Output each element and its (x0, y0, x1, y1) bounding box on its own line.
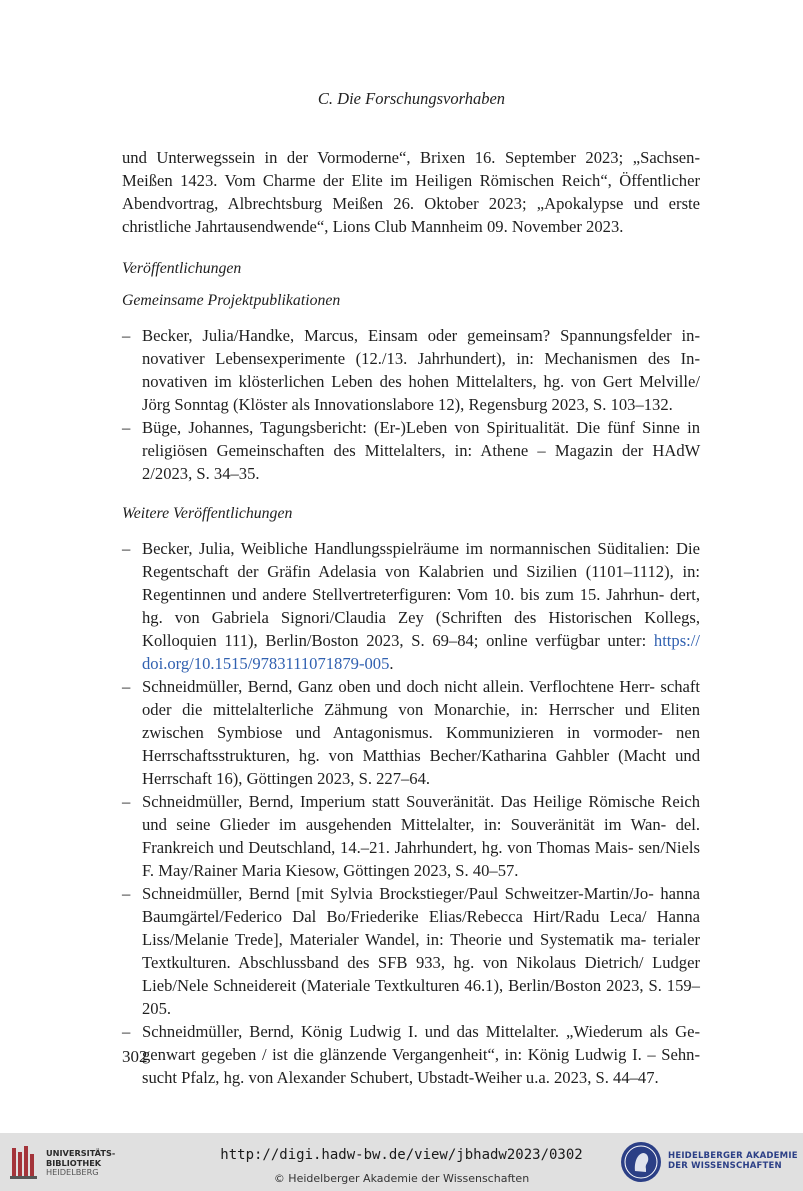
list-dash: – (122, 677, 131, 696)
section-heading-further: Weitere Veröffentlichungen (122, 505, 293, 522)
joint-publication-list (122, 324, 700, 485)
entry-line: schaft oder die mittelalterliche Zähmung von Monarchie, in: Herrscher und (142, 677, 700, 719)
entry-line: 2023, S. 159–205. (142, 976, 700, 1018)
list-item (122, 882, 700, 1020)
entry-line: Hanna Liss/Melanie Trede], Materialer Wandel, in: Theorie und Systematik ma- (142, 907, 700, 949)
entry-line: und Herrschaft 16), Göttingen 2023, S. 227–64. (142, 746, 700, 788)
entry-line: Schneidmüller, Bernd, Imperium statt Souveränität. Das Heilige Römische (142, 792, 655, 811)
entry-line: sucht Pfalz, hg. von Alexander Schubert, Ubstadt-Weiher u.a. 2023, S. 44–47. (142, 1068, 659, 1087)
viewer-footer (0, 1133, 803, 1191)
entry-line: novativer Lebensexperimente (12./13. Jahrhundert), in: Mechanismen des In- (142, 349, 700, 368)
entry-line: Ludger Lieb/Nele Schneidereit (Materiale Textkulturen 46.1), Berlin/Boston (142, 953, 700, 995)
academy-name-line: DER WISSENSCHAFTEN (668, 1161, 782, 1171)
list-item (122, 537, 700, 675)
list-dash: – (122, 884, 131, 903)
list-dash: – (122, 792, 131, 811)
page-body (122, 146, 700, 1089)
entry-line: nen Herrschaftsstrukturen, hg. von Matthias Becher/Katharina Gahbler (Macht (142, 723, 700, 765)
entry-line: novativen im klösterlichen Leben des hohen Mittelalters, hg. von Gert Melville/ (142, 372, 700, 391)
permalink-url[interactable]: http://digi.hadw-bw.de/view/jbhadw2023/0302 (220, 1147, 583, 1163)
entry-line: Büge, Johannes, Tagungsbericht: (Er-)Leben von Spiritualität. Die fünf Sinne (142, 418, 680, 437)
entry-line: Schneidmüller, Bernd [mit Sylvia Brockstieger/Paul Schweitzer-Martin/Jo- (142, 884, 654, 903)
list-item (122, 324, 700, 416)
entry-line: Die Regentschaft der Gräfin Adelasia von Kalabrien und Sizilien (1101–1112), (142, 539, 700, 581)
list-item (122, 675, 700, 790)
entry-line: Schneidmüller, Bernd, König Ludwig I. und das Mittelalter. „Wiederum als Ge- (142, 1022, 700, 1041)
intro-line: christliche Jahrtausendwende“, Lions Club Mannheim 09. November 2023. (122, 217, 624, 236)
intro-line: Abendvortrag, Albrechtsburg Meißen 26. Oktober 2023; „Apokalypse und erste (122, 194, 700, 213)
doi-link-part[interactable]: doi.org/10.1515/9783111071879-005 (142, 654, 390, 673)
list-item (122, 416, 700, 485)
entry-line: Eliten zwischen Symbiose und Antagonismus. Kommunizieren in vormoder- (142, 700, 700, 742)
entry-line: genwart gegeben / ist die glänzende Vergangenheit“, in: König Ludwig I. – Sehn- (142, 1045, 700, 1064)
entry-line: hanna Baumgärtel/Federico Dal Bo/Friederike Elias/Rebecca Hirt/Radu Leca/ (142, 884, 700, 926)
entry-line: Kolloquien 111), Berlin/Boston 2023, S. 69–84; online verfügbar unter: (142, 631, 654, 650)
list-item (122, 790, 700, 882)
list-dash: – (122, 418, 131, 437)
section-heading-joint: Gemeinsame Projektpublikationen (122, 292, 341, 309)
library-name-line: BIBLIOTHEK (46, 1157, 102, 1168)
academy-name-line: HEIDELBERGER AKADEMIE (668, 1151, 798, 1161)
entry-line: sen/Niels F. May/Rainer Maria Kiesow, Göttingen 2023, S. 40–57. (142, 838, 700, 880)
entry-period: . (389, 654, 394, 673)
list-item (122, 1020, 700, 1089)
section-heading-publications: Veröffentlichungen (122, 260, 242, 277)
academy-seal-icon[interactable] (620, 1141, 662, 1183)
intro-line: Meißen 1423. Vom Charme der Elite im Heiligen Römischen Reich“, Öffentlicher (122, 171, 700, 190)
entry-line: Reich und seine Glieder im ausgehenden Mittelalter, in: Souveränität im Wan- (142, 792, 700, 834)
copyright-notice: © Heidelberger Akademie der Wissenschaften (273, 1172, 530, 1185)
entry-line: del. Frankreich und Deutschland, 14.–21. Jahrhundert, hg. von Thomas Mais- (142, 815, 700, 857)
entry-line: Becker, Julia/Handke, Marcus, Einsam oder gemeinsam? Spannungsfelder in- (142, 326, 700, 345)
academy-name[interactable] (668, 1151, 798, 1171)
running-header: C. Die Forschungsvorhaben (317, 89, 506, 108)
page-number: 302 (122, 1047, 148, 1066)
list-dash: – (122, 1022, 131, 1041)
entry-line: in religiösen Gemeinschaften des Mittelalters, in: Athene – Magazin der HAdW (142, 418, 700, 460)
library-name-line: HEIDELBERG (46, 1167, 99, 1177)
intro-paragraph (122, 146, 700, 238)
entry-line: 2/2023, S. 34–35. (142, 464, 260, 483)
list-dash: – (122, 326, 131, 345)
entry-line: dert, hg. von Gabriela Signori/Claudia Zey (Schriften des Historischen Kollegs, (142, 585, 700, 627)
entry-line: terialer Textkulturen. Abschlussband des SFB 933, hg. von Nikolaus Dietrich/ (142, 930, 700, 972)
list-dash: – (122, 539, 131, 558)
further-publication-list (122, 537, 700, 1089)
entry-line: Jörg Sonntag (Klöster als Innovationslabore 12), Regensburg 2023, S. 103–132. (142, 395, 673, 414)
library-name-line: UNIVERSITÄTS- (46, 1148, 116, 1158)
entry-line: Becker, Julia, Weibliche Handlungsspielräume im normannischen Süditalien: (142, 539, 670, 558)
intro-line: und Unterwegssein in der Vormoderne“, Brixen 16. September 2023; „Sachsen- (122, 148, 700, 167)
entry-line: in: Regentinnen und andere Stellvertreterfiguren: Vom 10. bis zum 15. Jahrhun- (142, 562, 700, 604)
doi-link-part[interactable]: https:// (653, 631, 700, 650)
entry-line: Schneidmüller, Bernd, Ganz oben und doch nicht allein. Verflochtene Herr- (142, 677, 655, 696)
